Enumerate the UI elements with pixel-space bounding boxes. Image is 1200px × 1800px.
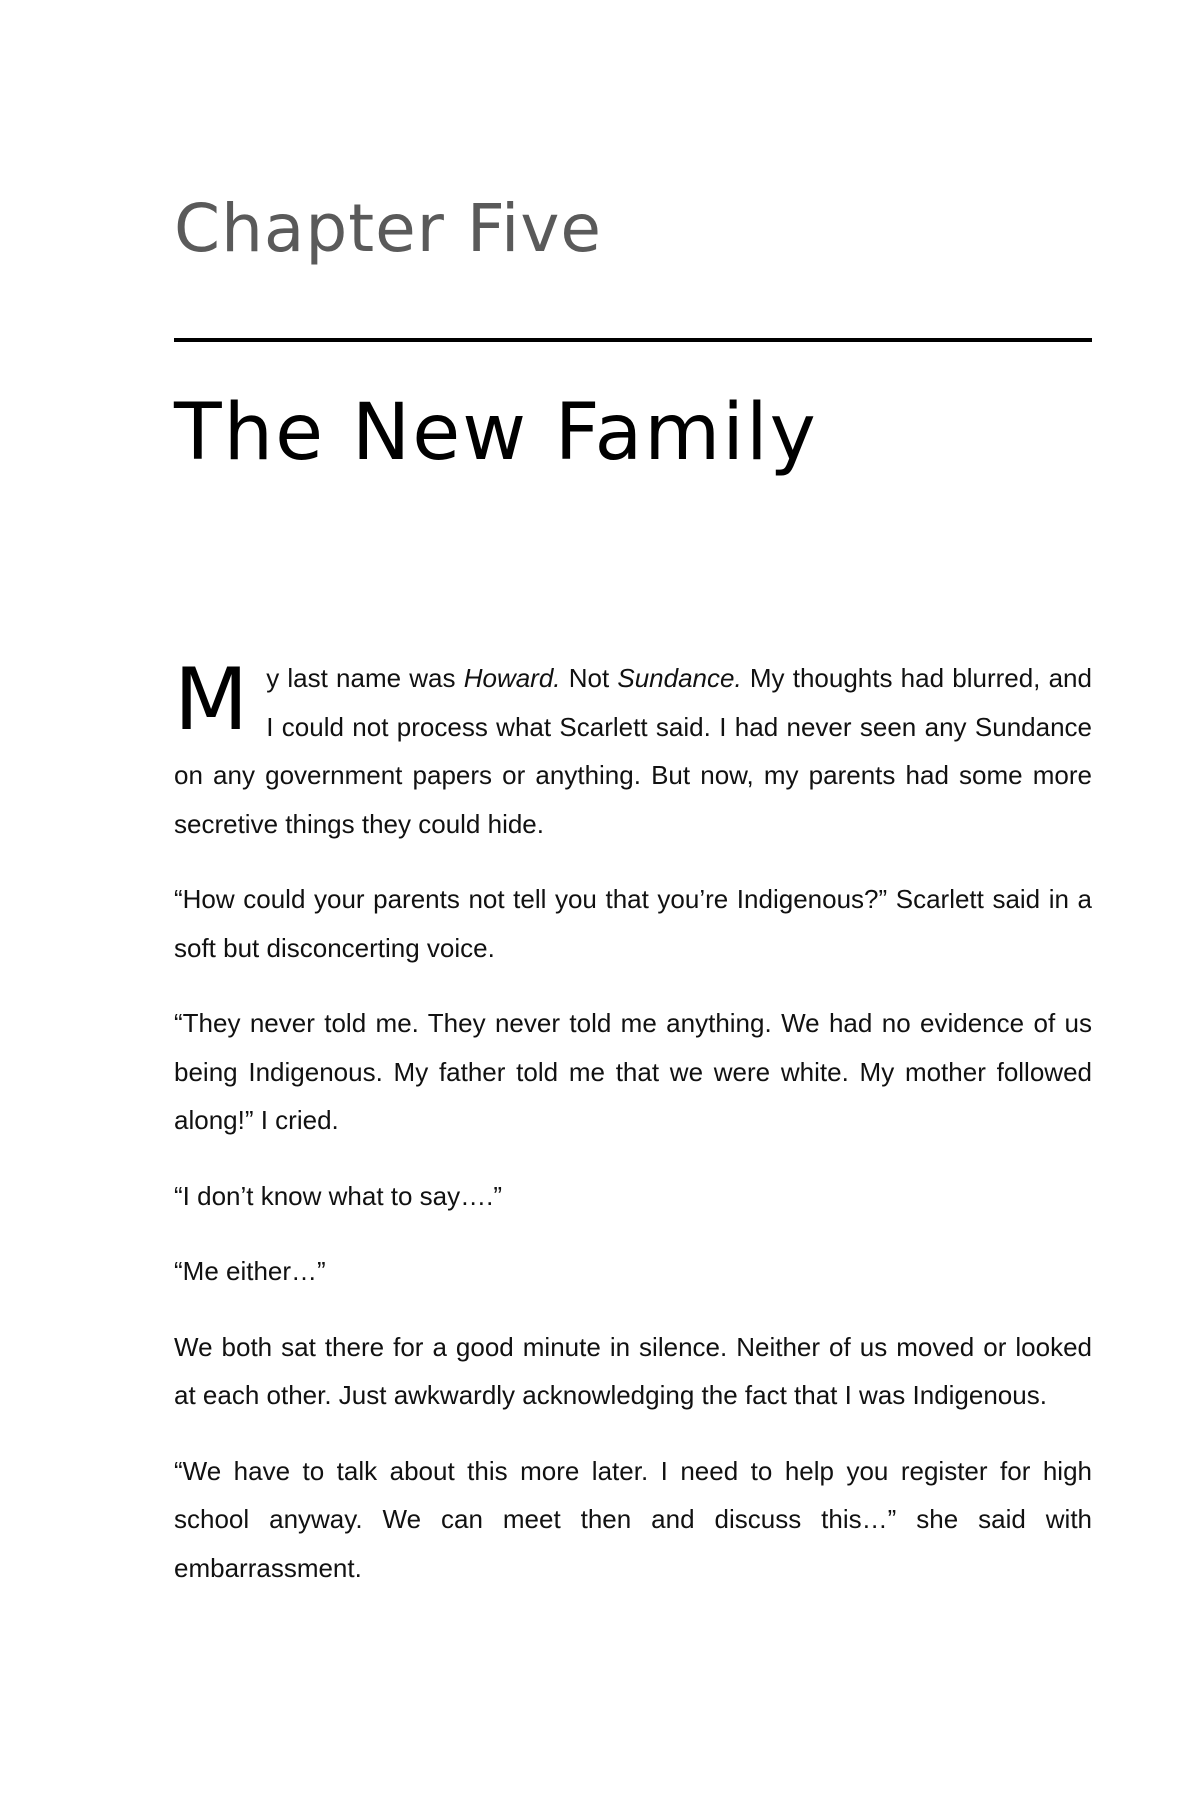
paragraph: We both sat there for a good minute in silence. Neither of us moved or looked at each other. Just awkwardly acknowledging the fact that I was Indigenous. [174, 1331, 1092, 1410]
opening-emphasis-2: Sundance. [617, 663, 742, 693]
chapter-title: The New Family [174, 388, 818, 478]
drop-cap: M [174, 650, 249, 750]
opening-text-2: Not [560, 663, 618, 693]
chapter-divider [174, 338, 1092, 342]
opening-text-1: y last name was [266, 663, 464, 693]
paragraph: “We have to talk about this more later. I need to help you register for high school anyway. We can meet then and discuss this…” she said with embarrassment. [174, 1455, 1092, 1583]
opening-paragraph [174, 650, 1092, 848]
paragraph: “Me either…” [174, 1256, 326, 1286]
opening-text-3: My thoughts had blurred, and I could not process what Scarlett said. I had never seen any Sundance on any government papers or anything. But now, my parents had some more secretive things they could hide. [174, 663, 1092, 839]
chapter-label: Chapter Five [174, 190, 603, 267]
chapter-body [174, 650, 1092, 1619]
paragraph: “How could your parents not tell you that you’re Indigenous?” Scarlett said in a soft but disconcerting voice. [174, 884, 1092, 963]
opening-emphasis-1: Howard. [463, 663, 561, 693]
paragraph: “I don’t know what to say….” [174, 1180, 503, 1211]
paragraph: “They never told me. They never told me anything. We had no evidence of us being Indigenous. My father told me that we were white. My mother followed along!” I cried. [174, 1008, 1092, 1135]
